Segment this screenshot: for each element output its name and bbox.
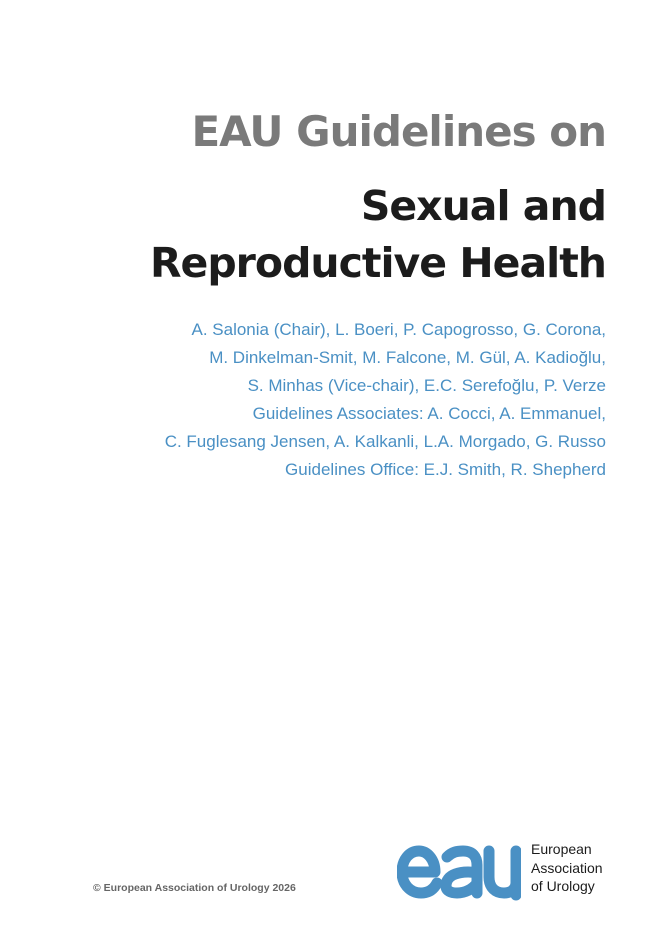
document-title [150,178,606,292]
organization-name [531,840,603,896]
eau-logo-icon [397,843,521,901]
authors-line: S. Minhas (Vice-chair), E.C. Serefoğlu, P. Verze [247,376,606,395]
organization-name-line: European [531,841,592,857]
authors-line: Guidelines Associates: A. Cocci, A. Emmanuel, [252,404,606,423]
authors-line: C. Fuglesang Jensen, A. Kalkanli, L.A. Morgado, G. Russo [164,432,606,451]
authors-line: M. Dinkelman-Smit, M. Falcone, M. Gül, A. Kadioğlu, [209,348,606,367]
organization-name-line: Association [531,859,603,876]
organization-name-line: of Urology [531,878,595,894]
authors-line: A. Salonia (Chair), L. Boeri, P. Capogrosso, G. Corona, [191,320,606,339]
authors-line: Guidelines Office: E.J. Smith, R. Shepherd [285,460,606,479]
copyright-notice: © European Association of Urology 2026 [93,882,296,894]
authors-list [165,316,606,484]
title-line-1: Sexual and [360,182,606,230]
title-line-2: Reproductive Health [149,239,606,287]
title-prefix: EAU Guidelines on [191,107,606,156]
